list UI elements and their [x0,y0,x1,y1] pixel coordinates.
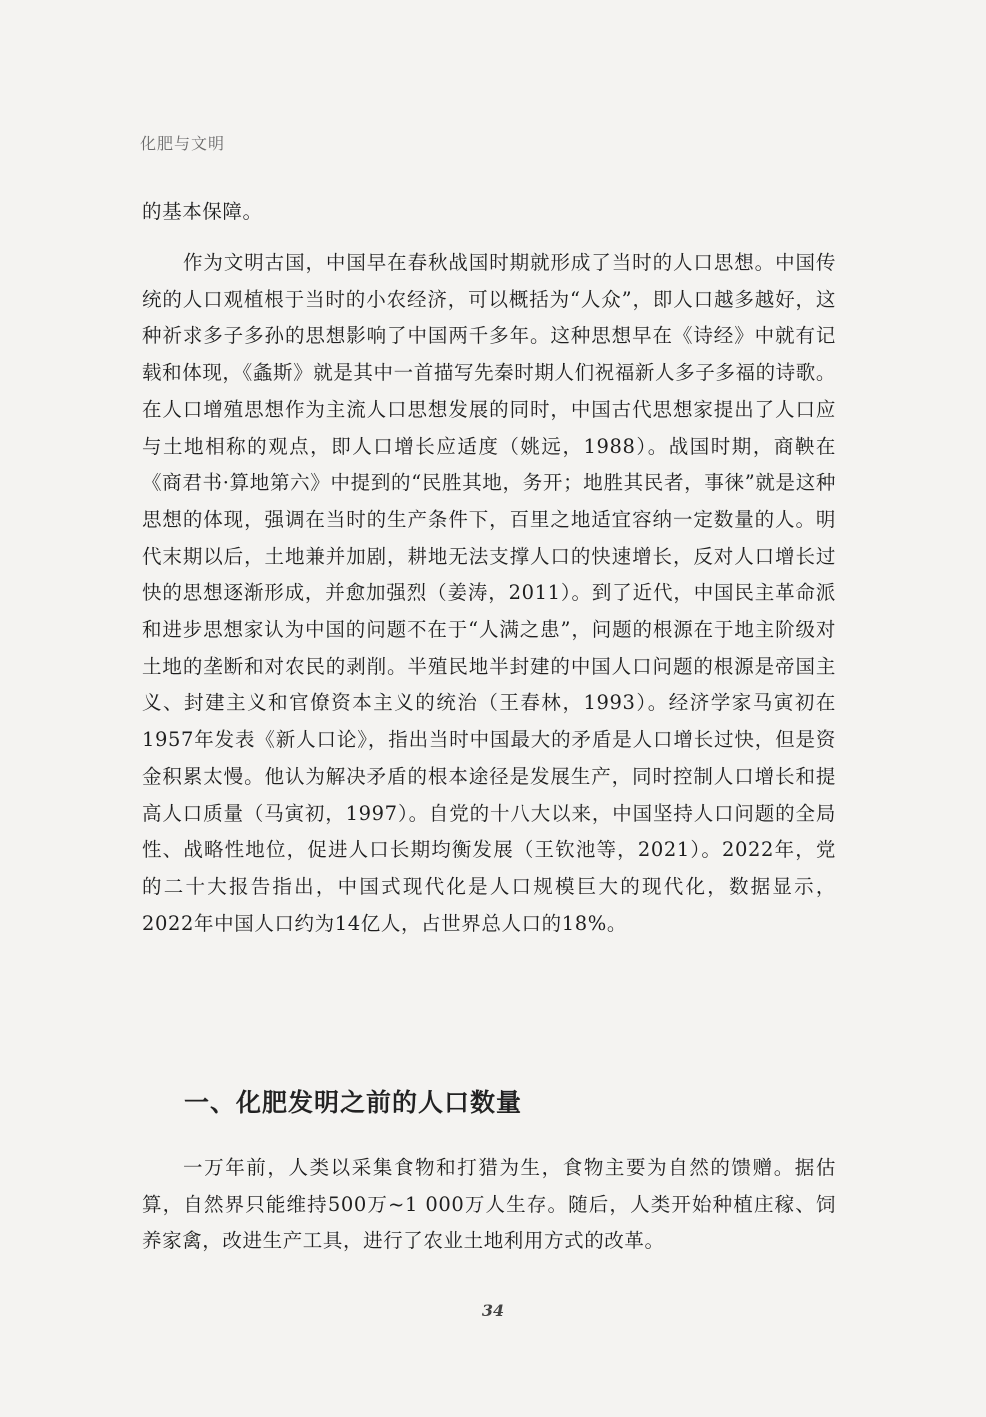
paragraph-pre-fertilizer: 一万年前，人类以采集食物和打猎为生，食物主要为自然的馈赠。据估算，自然界只能维持500万~1 000万人生存。随后，人类开始种植庄稼、饲养家禽，改进生产工具，进行了农业土地利用方式的改革。 [142,1156,836,1253]
running-head: 化肥与文明 [140,134,226,153]
page-number: 34 [481,1301,505,1320]
paragraph-population-thought: 作为文明古国，中国早在春秋战国时期就形成了当时的人口思想。中国传统的人口观植根于当时的小农经济，可以概括为“人众”，即人口越多越好，这种祈求多子多孙的思想影响了中国两千多年。这种思想早在《诗经》中就有记载和体现，《螽斯》就是其中一首描写先秦时期人们祝福新人多子多福的诗歌。在人口增殖思想作为主流人口思想发展的同时，中国古代思想家提出了人口应与土地相称的观点，即人口增长应适度（姚远，1988）。战国时期，商鞅在《商君书·算地第六》中提到的“民胜其地，务开；地胜其民者，事徕”就是这种思想的体现，强调在当时的生产条件下，百里之地适宜容纳一定数量的人。明代末期以后，土地兼并加剧，耕地无法支撑人口的快速增长，反对人口增长过快的思想逐渐形成，并愈加强烈（姜涛，2011）。到了近代，中国民主革命派和进步思想家认为中国的问题不在于“人满之患”，问题的根源在于地主阶级对土地的垄断和对农民的剥削。半殖民地半封建的中国人口问题的根源是帝国主义、封建主义和官僚资本主义的统治（王春林，1993）。经济学家马寅初在1957年发表《新人口论》，指出当时中国最大的矛盾是人口增长过快，但是资金积累太慢。他认为解决矛盾的根本途径是发展生产，同时控制人口增长和提高人口质量（马寅初，1997）。自党的十八大以来，中国坚持人口问题的全局性、战略性地位，促进人口长期均衡发展（王钦池等，2021）。2022年，党的二十大报告指出，中国式现代化是人口规模巨大的现代化，数据显示，2022年中国人口约为14亿人，占世界总人口的18%。 [142,251,836,935]
paragraph-continuation: 的基本保障。 [142,200,263,223]
section-heading: 一、化肥发明之前的人口数量 [184,1088,523,1117]
